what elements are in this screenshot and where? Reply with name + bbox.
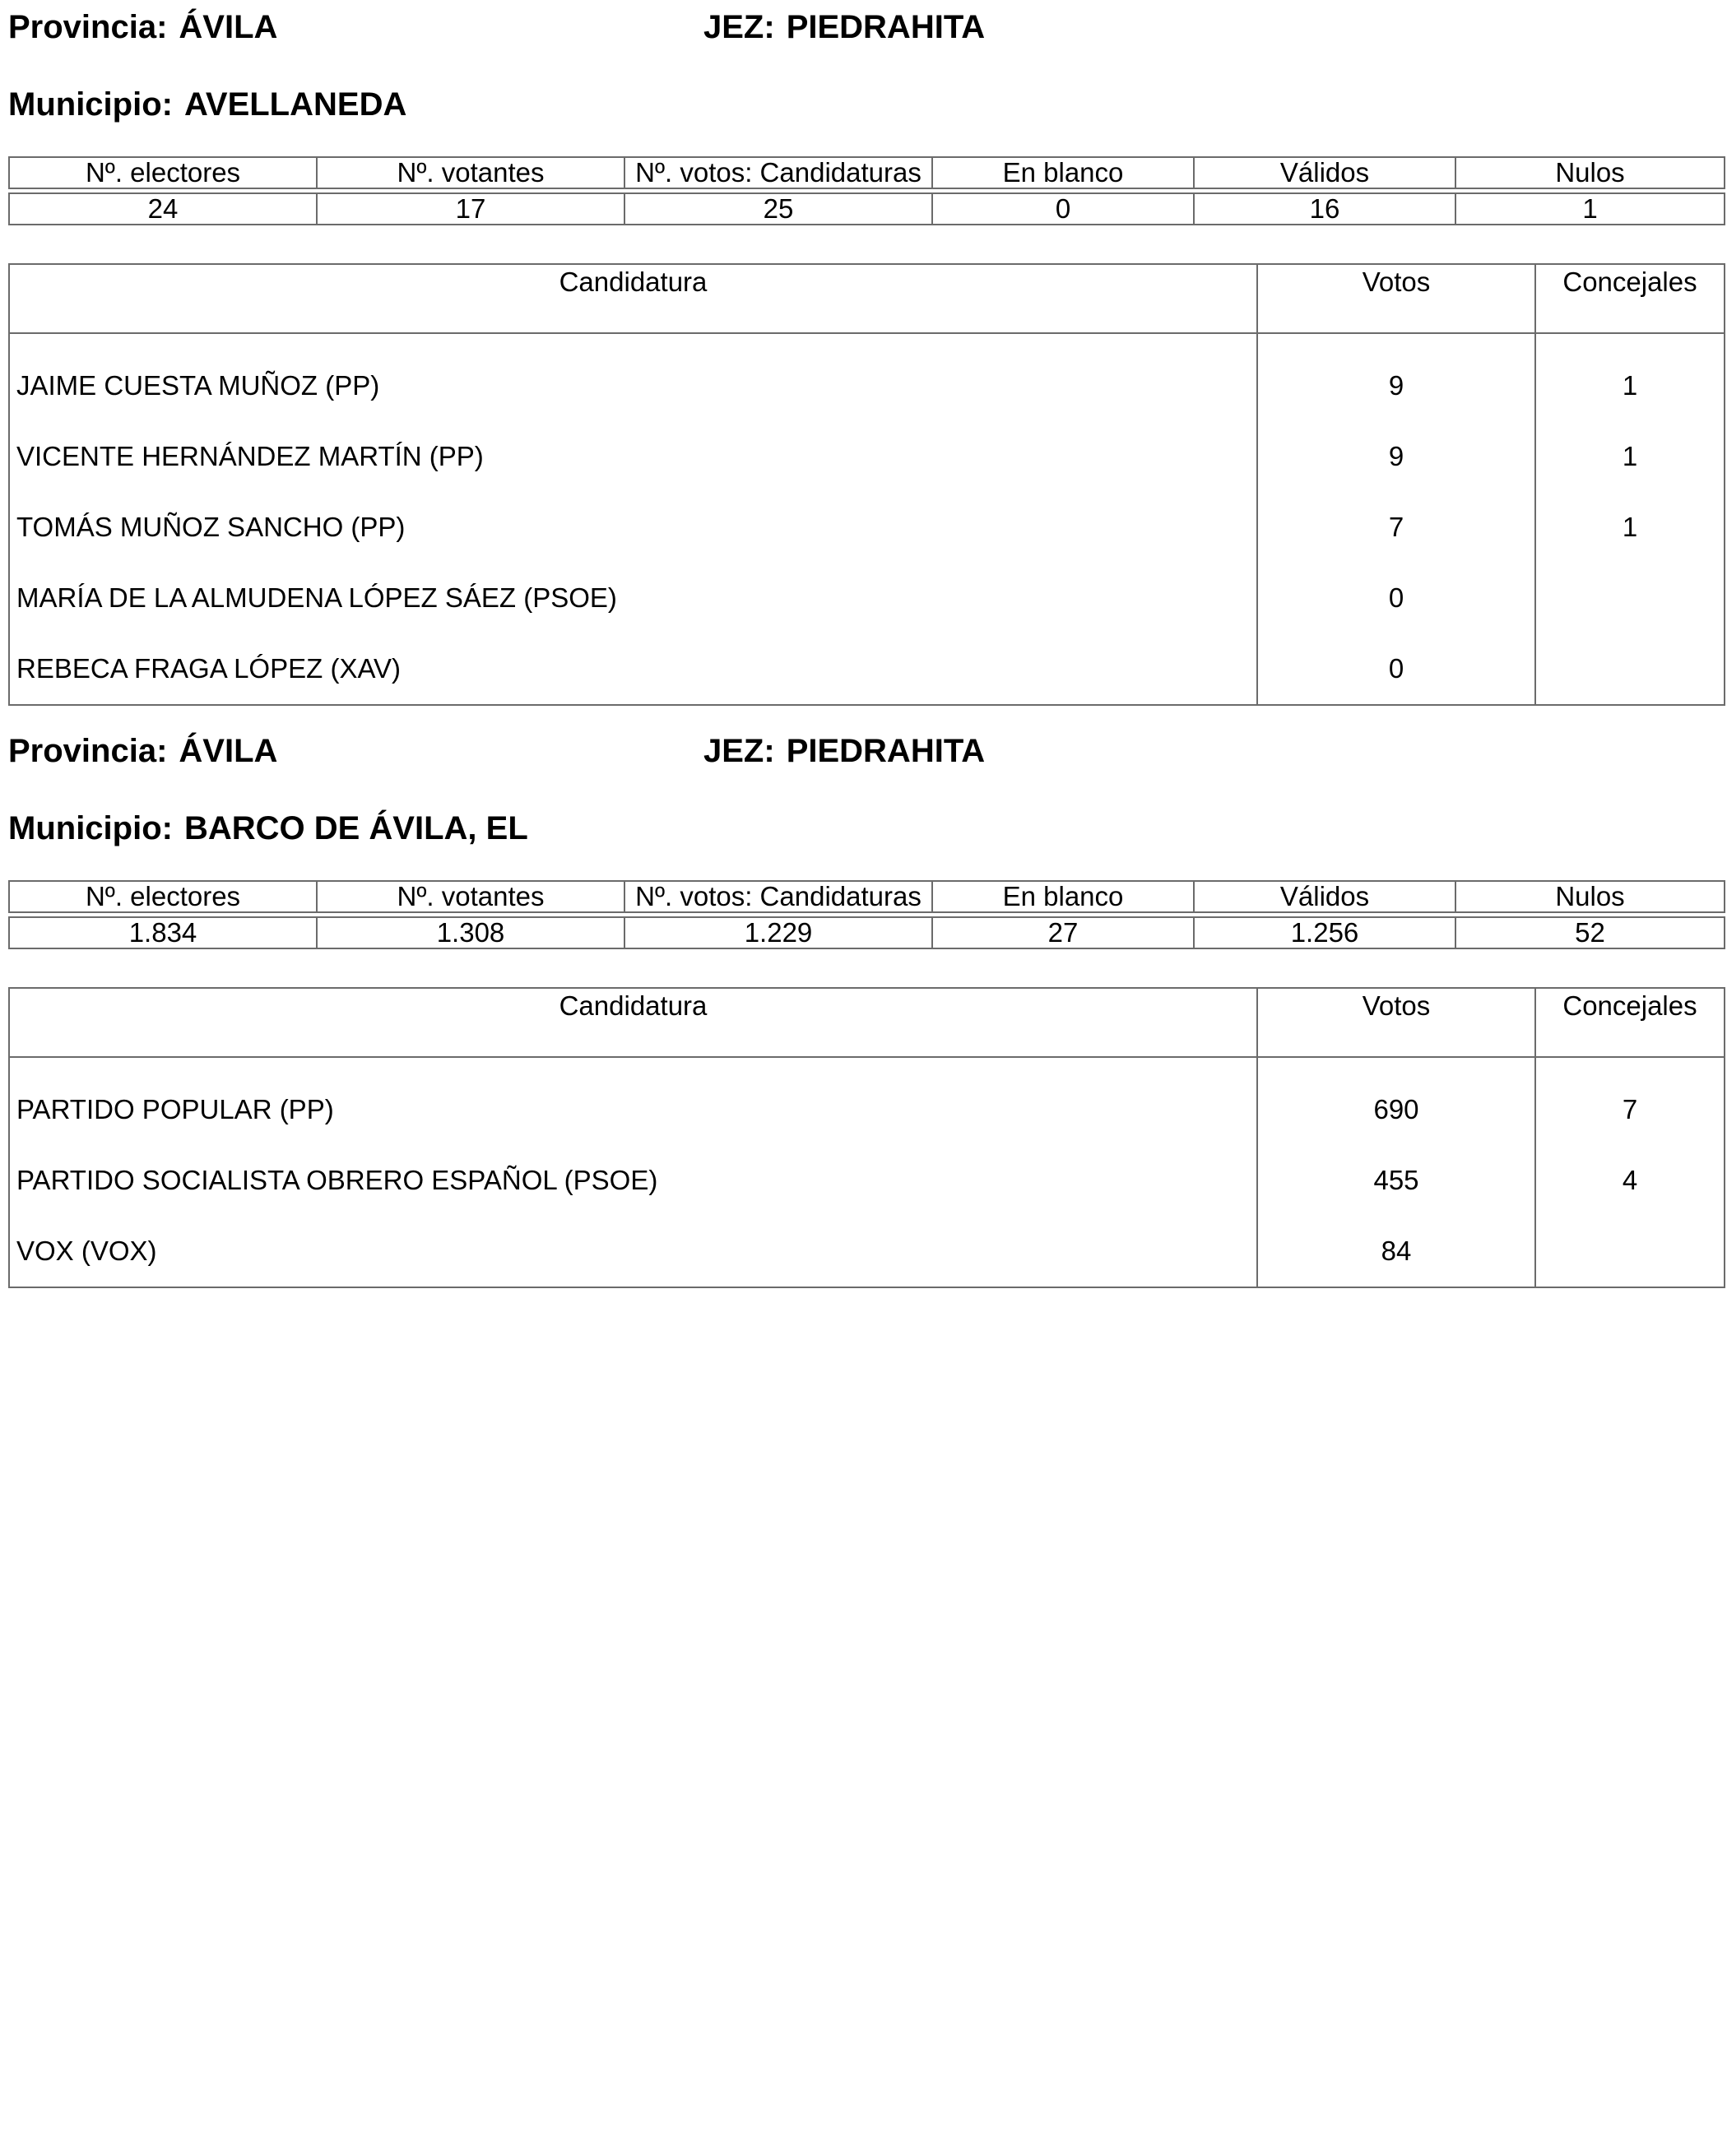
- summary-value-cell: 16: [1194, 193, 1455, 225]
- results-header-row: [9, 264, 1725, 333]
- votos-cell: 84: [1257, 1216, 1535, 1287]
- candidatura-cell: JAIME CUESTA MUÑOZ (PP): [9, 333, 1257, 421]
- table-row: [9, 333, 1725, 421]
- summary-value-cell: 1.834: [9, 917, 317, 948]
- concejales-cell: [1535, 633, 1725, 705]
- jez-label: JEZ:: [703, 9, 775, 45]
- summary-header-cell: Nº. votantes: [317, 157, 624, 188]
- votos-cell: 7: [1257, 492, 1535, 563]
- votos-cell: 9: [1257, 333, 1535, 421]
- summary-value-cell: 1: [1455, 193, 1725, 225]
- concejales-cell: [1535, 1216, 1725, 1287]
- candidatura-cell: MARÍA DE LA ALMUDENA LÓPEZ SÁEZ (PSOE): [9, 563, 1257, 633]
- candidatura-cell: TOMÁS MUÑOZ SANCHO (PP): [9, 492, 1257, 563]
- provincia-label: Provincia:: [8, 9, 168, 45]
- municipio-value: BARCO DE ÁVILA, EL: [183, 810, 528, 846]
- results-header-candidatura: Candidatura: [9, 988, 1257, 1057]
- concejales-cell: [1535, 563, 1725, 633]
- jez-heading: [703, 730, 985, 772]
- concejales-cell: 4: [1535, 1145, 1725, 1216]
- summary-value-cell: 24: [9, 193, 317, 225]
- summary-value-cell: 0: [932, 193, 1194, 225]
- results-table: [8, 263, 1725, 706]
- candidatura-cell: PARTIDO POPULAR (PP): [9, 1057, 1257, 1145]
- municipio-heading: [8, 808, 528, 849]
- votos-cell: 9: [1257, 421, 1535, 492]
- provincia-heading: [8, 7, 277, 48]
- results-table: [8, 987, 1725, 1288]
- summary-header-cell: En blanco: [932, 157, 1194, 188]
- summary-value-row: [9, 917, 1725, 948]
- votos-cell: 0: [1257, 563, 1535, 633]
- provincia-value: ÁVILA: [179, 733, 278, 769]
- provincia-heading: [8, 730, 277, 772]
- summary-value-cell: 25: [624, 193, 932, 225]
- summary-header-cell: Válidos: [1194, 157, 1455, 188]
- votos-cell: 690: [1257, 1057, 1535, 1145]
- table-row: [9, 1145, 1725, 1216]
- summary-table: [8, 880, 1725, 949]
- summary-header-cell: Nº. votantes: [317, 881, 624, 912]
- candidatura-cell: VICENTE HERNÁNDEZ MARTÍN (PP): [9, 421, 1257, 492]
- table-row: [9, 1216, 1725, 1287]
- provincia-value: ÁVILA: [179, 9, 278, 45]
- summary-header-cell: Nº. electores: [9, 157, 317, 188]
- concejales-cell: 7: [1535, 1057, 1725, 1145]
- summary-header-cell: Nº. votos: Candidaturas: [624, 881, 932, 912]
- summary-header-row: [9, 881, 1725, 912]
- votos-cell: 0: [1257, 633, 1535, 705]
- jez-value: PIEDRAHITA: [786, 9, 986, 45]
- table-row: [9, 421, 1725, 492]
- summary-value-cell: 52: [1455, 917, 1725, 948]
- votos-cell: 455: [1257, 1145, 1535, 1216]
- summary-value-cell: 1.229: [624, 917, 932, 948]
- municipio-heading: [8, 84, 406, 125]
- summary-value-cell: 27: [932, 917, 1194, 948]
- jez-heading: [703, 7, 985, 48]
- provincia-label: Provincia:: [8, 733, 168, 769]
- summary-header-cell: Nulos: [1455, 881, 1725, 912]
- summary-value-cell: 1.308: [317, 917, 624, 948]
- table-row: [9, 633, 1725, 705]
- summary-header-cell: Nº. electores: [9, 881, 317, 912]
- candidatura-cell: PARTIDO SOCIALISTA OBRERO ESPAÑOL (PSOE): [9, 1145, 1257, 1216]
- table-row: [9, 1057, 1725, 1145]
- results-header-votos: Votos: [1257, 988, 1535, 1057]
- summary-value-row: [9, 193, 1725, 225]
- summary-header-cell: Nulos: [1455, 157, 1725, 188]
- summary-table: [8, 156, 1725, 225]
- jez-value: PIEDRAHITA: [786, 733, 986, 769]
- results-header-row: [9, 988, 1725, 1057]
- table-row: [9, 563, 1725, 633]
- results-header-votos: Votos: [1257, 264, 1535, 333]
- results-header-concejales: Concejales: [1535, 264, 1725, 333]
- summary-header-row: [9, 157, 1725, 188]
- candidatura-cell: VOX (VOX): [9, 1216, 1257, 1287]
- summary-header-cell: Válidos: [1194, 881, 1455, 912]
- municipio-label: Municipio:: [8, 810, 173, 846]
- concejales-cell: 1: [1535, 492, 1725, 563]
- summary-header-cell: Nº. votos: Candidaturas: [624, 157, 932, 188]
- summary-header-cell: En blanco: [932, 881, 1194, 912]
- municipio-value: AVELLANEDA: [183, 86, 407, 123]
- summary-value-cell: 1.256: [1194, 917, 1455, 948]
- table-row: [9, 492, 1725, 563]
- summary-value-cell: 17: [317, 193, 624, 225]
- municipio-label: Municipio:: [8, 86, 173, 123]
- concejales-cell: 1: [1535, 333, 1725, 421]
- jez-label: JEZ:: [703, 733, 775, 769]
- results-header-candidatura: Candidatura: [9, 264, 1257, 333]
- results-header-concejales: Concejales: [1535, 988, 1725, 1057]
- candidatura-cell: REBECA FRAGA LÓPEZ (XAV): [9, 633, 1257, 705]
- concejales-cell: 1: [1535, 421, 1725, 492]
